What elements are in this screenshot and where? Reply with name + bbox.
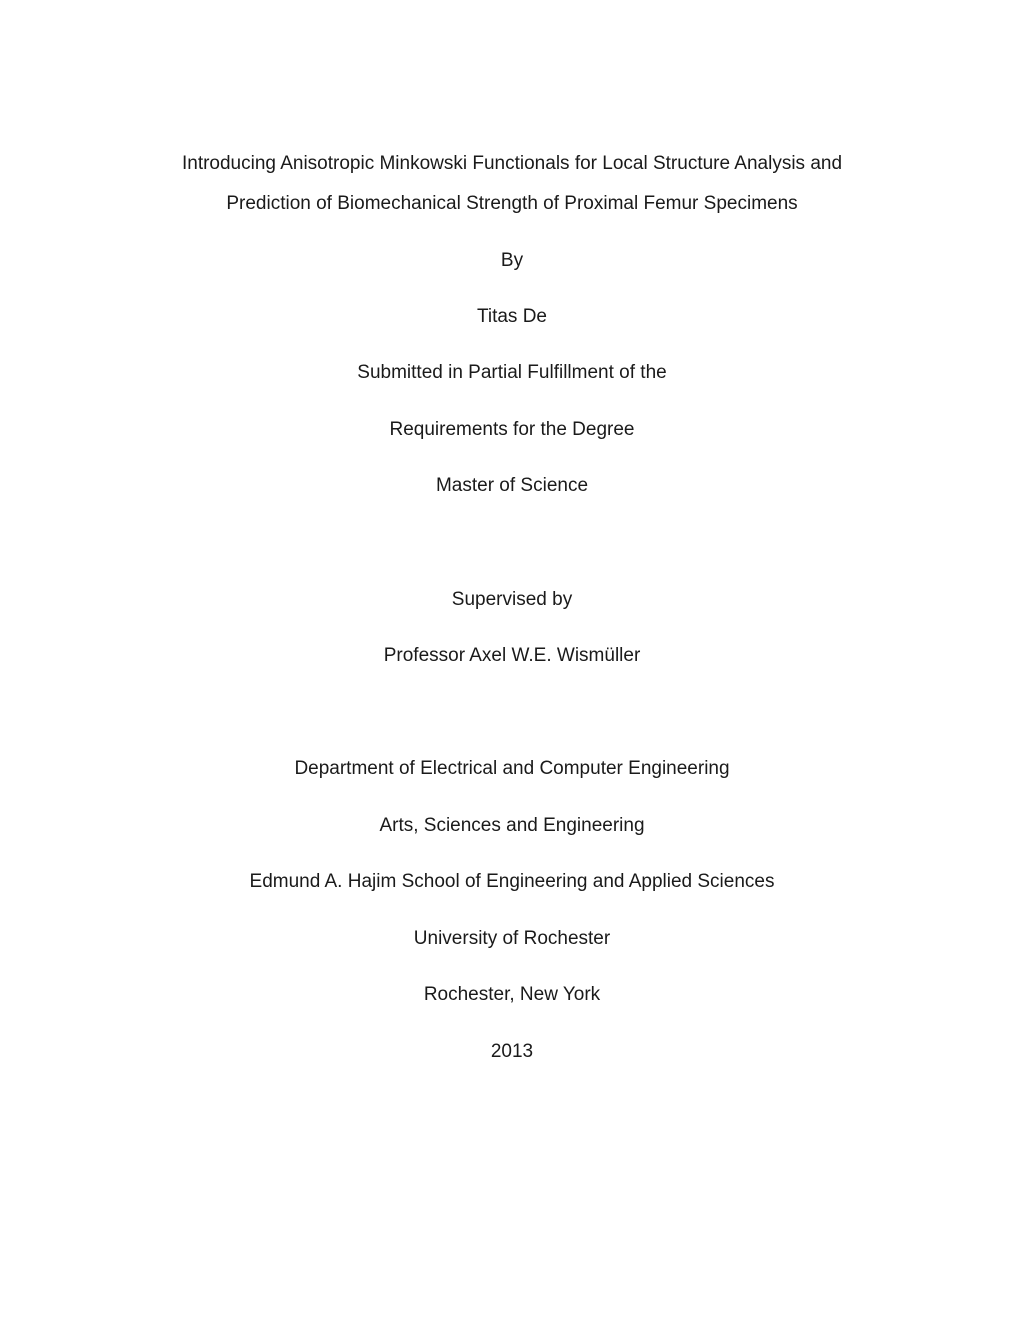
thesis-title-line-2: Prediction of Biomechanical Strength of Proximal Femur Specimens [226,193,798,214]
department-name: Department of Electrical and Computer Engineering [294,758,730,779]
degree-name: Master of Science [435,475,589,496]
school-name: Edmund A. Hajim School of Engineering and Applied Sciences [249,871,775,892]
thesis-title-line-1: Introducing Anisotropic Minkowski Functionals for Local Structure Analysis and [181,153,843,174]
author-name: Titas De [476,306,548,327]
submission-statement-line-2: Requirements for the Degree [389,419,635,440]
supervised-by-label: Supervised by [451,589,573,610]
university-name: University of Rochester [413,928,611,949]
faculty-name: Arts, Sciences and Engineering [379,815,645,836]
year: 2013 [490,1041,534,1062]
submission-statement-line-1: Submitted in Partial Fulfillment of the [357,362,667,383]
location: Rochester, New York [423,984,601,1005]
by-label: By [500,250,524,271]
supervisor-name: Professor Axel W.E. Wismüller [383,645,641,666]
